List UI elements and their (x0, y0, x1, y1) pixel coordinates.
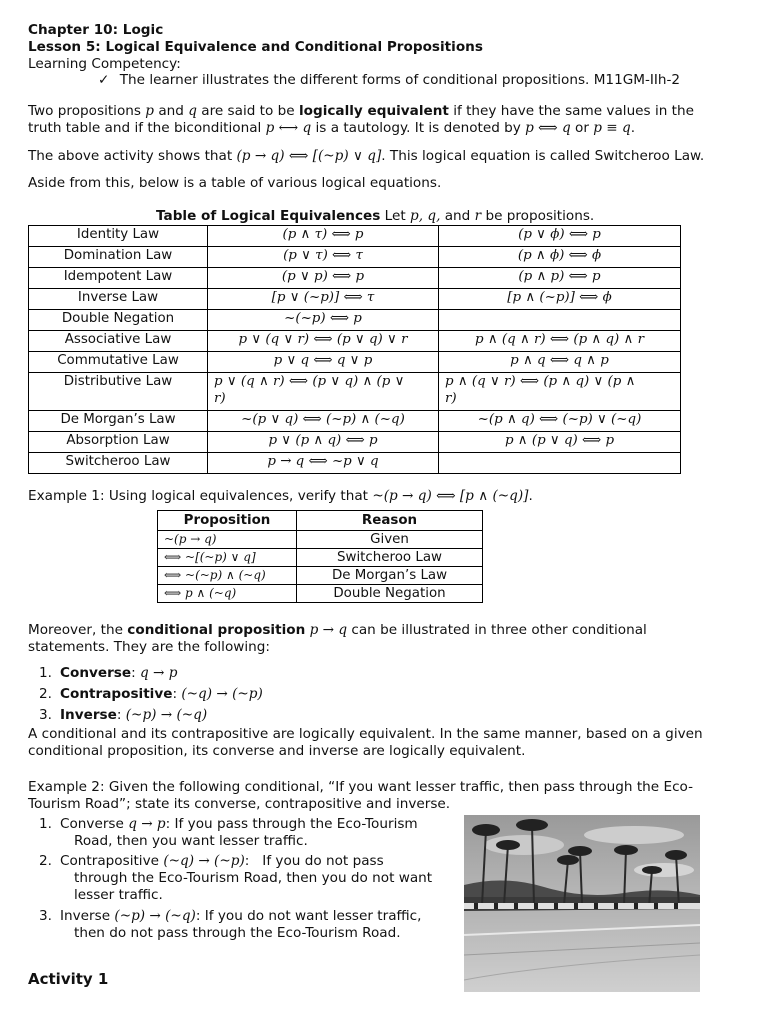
list-item (28, 908, 458, 945)
list-number: 3. (39, 908, 52, 924)
text: Let (380, 208, 411, 224)
intro-paragraph-line1 (28, 103, 694, 120)
table-row (158, 585, 483, 603)
law-formula: p ∨ (q ∨ r) ⟺ (p ∨ q) ∨ r (208, 331, 439, 352)
text: are said to be (196, 103, 299, 119)
text: is a tautology. It is denoted by (311, 120, 526, 136)
table-header-row (158, 511, 483, 531)
law-formula: [p ∧ (~p)] ⟺ ϕ (439, 289, 681, 310)
table-row (29, 432, 681, 453)
law-formula: p ∨ (p ∧ q) ⟺ p (208, 432, 439, 453)
law-name: Absorption Law (29, 432, 208, 453)
law-name: Domination Law (29, 247, 208, 268)
text: Converse (60, 816, 129, 832)
proposition-cell: ⟺ p ∧ (~q) (158, 585, 297, 603)
equivalence-table-caption (156, 208, 594, 225)
law-formula: ~(p ∨ q) ⟺ (~p) ∧ (~q) (208, 411, 439, 432)
equivalence-note-line2: conditional proposition, its converse and inverse are logically equivalent. (28, 743, 526, 759)
table-row (29, 331, 681, 352)
activity-title: Activity 1 (28, 970, 109, 988)
column-header: Proposition (158, 511, 297, 531)
math: (~q) → (~p) (181, 686, 263, 702)
law-formula: (p ∧ p) ⟺ p (439, 268, 681, 289)
example2-list (28, 816, 458, 945)
math: (~q) → (~p) (163, 853, 245, 869)
example1-statement (28, 488, 533, 505)
math: p ≡ q (593, 120, 631, 136)
math: p, q, (410, 208, 441, 224)
competency-label: Learning Competency: (28, 56, 181, 72)
table-row (158, 531, 483, 549)
proposition-cell: ⟺ ~(~p) ∧ (~q) (158, 567, 297, 585)
law-name: Idempotent Law (29, 268, 208, 289)
text: : If you do not pass (244, 853, 384, 869)
math: q → p (128, 816, 166, 832)
list-item (28, 707, 263, 728)
text: Two propositions (28, 103, 146, 119)
law-formula (208, 373, 439, 411)
proposition-cell: ⟺ ~[(~p) ∨ q] (158, 549, 297, 567)
competency-text: The learner illustrates the different forms of conditional propositions. M11GM-IIh-2 (119, 72, 681, 88)
form-label: Converse (60, 665, 132, 681)
text: . (630, 120, 636, 136)
law-formula: p ∧ (p ∨ q) ⟺ p (439, 432, 681, 453)
equivalence-note-line1: A conditional and its contrapositive are logically equivalent. In the same manner, based on a given (28, 726, 703, 742)
table-row (29, 289, 681, 310)
formula-line: r) (445, 391, 457, 406)
law-formula: (p ∨ ϕ) ⟺ p (439, 226, 681, 247)
list-number: 2. (39, 686, 52, 702)
law-formula: (p ∨ τ) ⟺ τ (208, 247, 439, 268)
text: Example 1: Using logical equivalences, verify that (28, 488, 373, 504)
term-logically-equivalent: logically equivalent (298, 103, 449, 119)
text: Moreover, the (28, 622, 128, 638)
law-name: Switcheroo Law (29, 453, 208, 474)
math: ~(p → q) ⟺ [p ∧ (~q)] (372, 488, 529, 504)
reason-cell: Double Negation (297, 585, 483, 603)
law-name: Commutative Law (29, 352, 208, 373)
checkmark-icon: ✓ (98, 72, 110, 88)
law-formula: ~(~p) ⟺ p (208, 310, 439, 331)
example2-intro-line2: Tourism Road”; state its converse, contrapositive and inverse. (28, 796, 451, 812)
law-formula (439, 310, 681, 331)
law-formula: (p ∧ ϕ) ⟺ ϕ (439, 247, 681, 268)
text: : (172, 686, 182, 702)
form-label: Inverse (60, 707, 117, 723)
road-photo-image (464, 815, 700, 992)
caption-title: Table of Logical Equivalences (156, 208, 381, 224)
table-row (29, 373, 681, 411)
law-name: Associative Law (29, 331, 208, 352)
law-name: De Morgan’s Law (29, 411, 208, 432)
term-conditional-proposition: conditional proposition (127, 622, 306, 638)
text: can be illustrated in three other conditional (347, 622, 647, 638)
text: : If you pass through the Eco-Tourism (165, 816, 418, 832)
column-header: Reason (297, 511, 483, 531)
law-formula: (p ∨ p) ⟺ p (208, 268, 439, 289)
text: : (116, 707, 126, 723)
law-formula (439, 453, 681, 474)
math: p (145, 103, 154, 119)
law-name: Double Negation (29, 310, 208, 331)
law-formula: p ∧ q ⟺ q ∧ p (439, 352, 681, 373)
text: Road, then you want lesser traffic. (74, 833, 308, 849)
table-row (29, 411, 681, 432)
conditional-paragraph-line1 (28, 622, 647, 639)
lesson-title: Lesson 5: Logical Equivalence and Conditional Propositions (28, 39, 483, 55)
form-label: Contrapositive (60, 686, 173, 702)
list-number: 2. (39, 853, 52, 869)
list-item (28, 816, 458, 853)
list-item (28, 665, 263, 686)
list-number: 3. (39, 707, 52, 723)
formula-line: r) (214, 391, 226, 406)
law-name: Distributive Law (29, 373, 208, 411)
conditional-forms-list (28, 665, 263, 728)
law-formula: ~(p ∧ q) ⟺ (~p) ∨ (~q) (439, 411, 681, 432)
table-row (158, 549, 483, 567)
reason-cell: Given (297, 531, 483, 549)
text: or (570, 120, 594, 136)
road-photo (464, 815, 700, 992)
math: q (188, 103, 197, 119)
text: . This logical equation is called Switcheroo Law. (381, 148, 705, 164)
text: Inverse (60, 908, 115, 924)
law-formula: p → q ⟺ ~p ∨ q (208, 453, 439, 474)
table-row (29, 310, 681, 331)
math: p ⟷ q (265, 120, 312, 136)
reason-cell: De Morgan’s Law (297, 567, 483, 585)
law-formula: [p ∨ (~p)] ⟺ τ (208, 289, 439, 310)
math: q → p (140, 665, 178, 681)
table-intro-paragraph: Aside from this, below is a table of various logical equations. (28, 175, 442, 191)
list-number: 1. (39, 816, 52, 832)
text: and (154, 103, 189, 119)
text: lesser traffic. (74, 887, 163, 903)
text: Contrapositive (60, 853, 164, 869)
intro-paragraph-line2 (28, 120, 635, 137)
table-row (158, 567, 483, 585)
table-row (29, 226, 681, 247)
text: The above activity shows that (28, 148, 237, 164)
law-name: Identity Law (29, 226, 208, 247)
law-formula: p ∨ q ⟺ q ∨ p (208, 352, 439, 373)
law-name: Inverse Law (29, 289, 208, 310)
conditional-paragraph-line2: statements. They are the following: (28, 639, 270, 655)
math: p → q (309, 622, 348, 638)
formula-line: p ∧ (q ∨ r) ⟺ (p ∧ q) ∨ (p ∧ (445, 374, 636, 389)
switcheroo-paragraph (28, 148, 704, 165)
proposition-cell: ~(p → q) (158, 531, 297, 549)
list-number: 1. (39, 665, 52, 681)
math: (~p) → (~q) (125, 707, 208, 723)
text: : (131, 665, 140, 681)
table-row (29, 352, 681, 373)
math: p ⟺ q (525, 120, 571, 136)
formula-line: p ∨ (q ∧ r) ⟺ (p ∨ q) ∧ (p ∨ (214, 374, 405, 389)
law-formula (439, 373, 681, 411)
text: be propositions. (481, 208, 595, 224)
text: : If you do not want lesser traffic, (195, 908, 422, 924)
text: truth table and if the biconditional (28, 120, 266, 136)
text: if they have the same values in the (448, 103, 694, 119)
competency-item (98, 72, 680, 89)
law-formula: p ∧ (q ∧ r) ⟺ (p ∧ q) ∧ r (439, 331, 681, 352)
text: then do not pass through the Eco-Tourism Road. (74, 925, 401, 941)
math: (p → q) ⟺ [(~p) ∨ q] (236, 148, 382, 164)
list-item (28, 853, 458, 908)
chapter-title: Chapter 10: Logic (28, 22, 164, 38)
math: r (474, 208, 482, 224)
example2-intro-line1: Example 2: Given the following conditional, “If you want lesser traffic, then pass through the Eco- (28, 779, 694, 795)
table-row (29, 453, 681, 474)
list-item (28, 686, 263, 707)
law-formula: (p ∧ τ) ⟺ p (208, 226, 439, 247)
math: (~p) → (~q) (114, 908, 196, 924)
text: . (528, 488, 533, 504)
table-row (29, 268, 681, 289)
text: through the Eco-Tourism Road, then you do not want (74, 870, 433, 886)
reason-cell: Switcheroo Law (297, 549, 483, 567)
equivalence-table (28, 225, 681, 474)
text: and (440, 208, 475, 224)
example1-proof-table (157, 510, 483, 603)
table-row (29, 247, 681, 268)
